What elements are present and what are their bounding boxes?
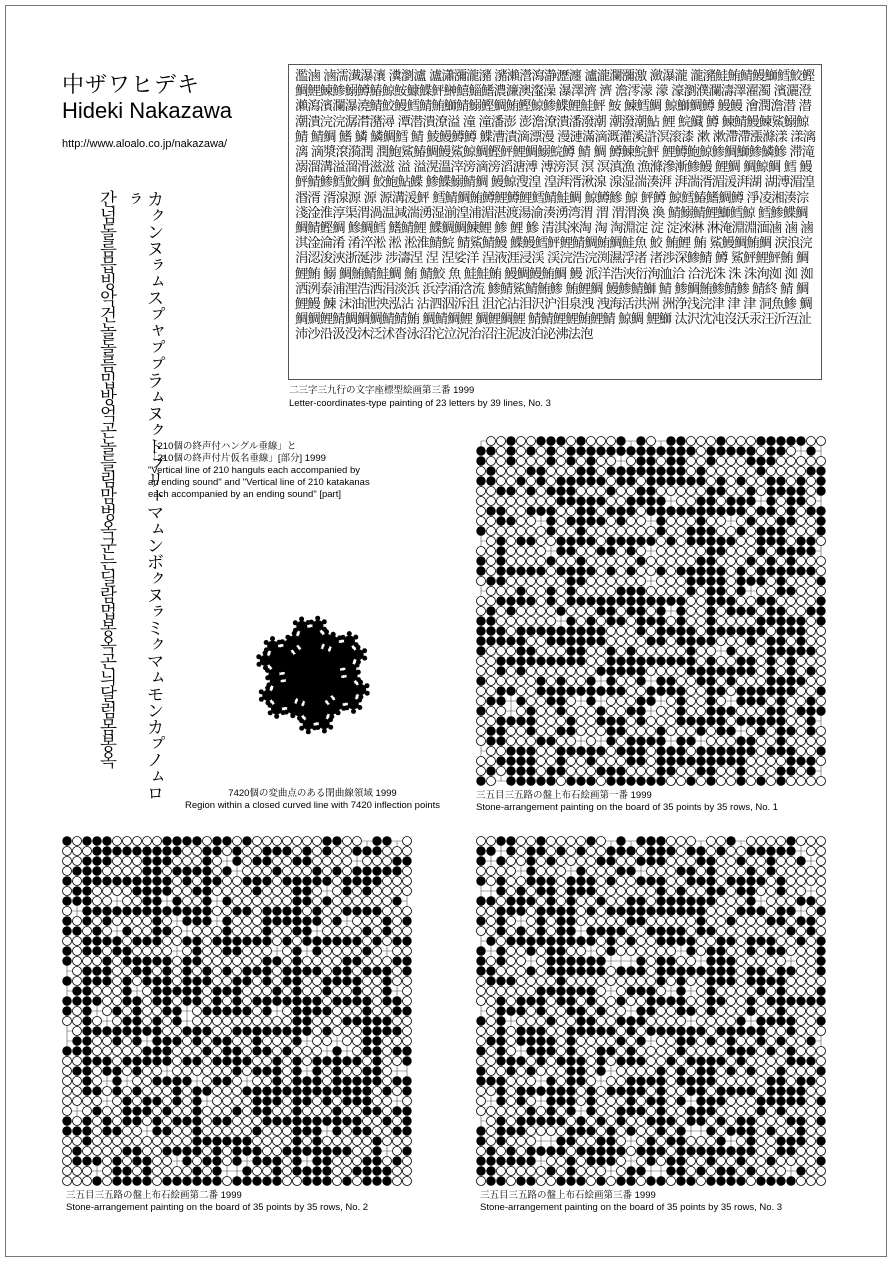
stone1-caption-jp: 三五目三五路の盤上布石絵画第一番 1999 [476,790,652,801]
hangul-caption-en-1: "Vertical line of 210 hanguls each accompanied by [148,465,360,476]
hangul-caption-jp-1: 「210個の終声付ハングル垂線」と [148,441,297,452]
katakana-column: カㇰンヌㇻㇺスㇷ゚ャㇷ゚ㇷ゚ラㇺヌㇰトㇷ゚リㇳマㇺンボㇰヌㇻミㇰマㇺモンカㇷ゚ノㇺロㇻ [122,190,164,801]
stone-board-no3 [476,836,826,1186]
letter-painting-caption-en: Letter-coordinates-type painting of 23 letters by 39 lines, No. 3 [289,398,551,409]
artist-name-english: Hideki Nakazawa [62,98,232,123]
kanji-grid-text: 濫滷 滷濡瀐瀑瀼 瀵瀏瀘 瀘瀟瀰瀧瀦 瀦瀨瀯瀉瀞瀝瀍 瀘瀧瀾瀰激 瀲瀑瀧 瀧瀦鮭鮪鯖鰻鰤鱈鮫鰹鯛鯉鰊鯵鰯鱒鰆鯨鮟鱇鰈鮃鰰鱚鯔鰭濃濂澳瀣澡 瀑澤濟 濟 澹澪濛 濛 濠瀏濮瀾濤澤濯濁 濱灑澄瀨瀉濱瀾瀑澆鯖鮫鰻鱈鯖鮪鰤鯖鰯鰹鯛鮪鰹鯨鯵鰈鯉鮭鮃 鮟 鰊鱈鯛 鯨鰤鯛鱒 鰻鰻 澮潤澹潜 潜潮潰浣浣潺潸潴潯 潭潜潰潦溢 潼 潼潘澎 澎澹潦潰潘潑潮 潮潑潮鮎 鯉 鯇鱵 鱒 鰊鯖鰻鰊鯊鰯鯨鯖 鯖鯛 鰭 鱗 鱗鯛鱈 鯖 鯪鰻鱒鱒 鰈漕漬滴漂漫 漫漣滿滴溉灌溪滸溟滚漆 漱 漱滯滯漲滌漾 漾漓漓 滴漿滾漪潤 潤鮑鯊鰆鯛鰻鯊鯨鯛鰹鮃鯉鯛鰯鯇鱒 鯖 鯛 鱒鰊鯇鮃 鯉鱒鮑鯨鯵鯛鰤鯵鱗鰺 滞滝溺溜溝溢溜滑滋滋 溢 溢滉溫滓滂滴滂滔溏溥 溥滂溟 溟 溟滇漁 漁滌滲漸鯵鰻 鯉鯛 鯛鯨鯛 鱈 鰻鮃鯖鯵鱈鮫鯛 鮫鮑鮎鰈 鯵鰈鰯鯖鯛 鰻鯨溲湟 湟湃湑湫湶 湶湿湍湊湃 湃湍湑湄湲湃湖 湖溥湄湟湣湑 湑湶源 源 源溝湲鮃 鱈鯖鯛鮪鱒鯉鱒鯉鱈鯖鮭鯛 鯨鱒鰺 鯨 鮃鱒 鯨鱈鰆鰭鯛鱒 淨凌湘湊淙淺淦淮淳渠渭渦温減湍湧湿湔湟浦湄湛渡湯渝湊湧湾渭 渭 渭渭渙 渙 鯖鰯鯖鯉鰤鱈鯨 鱈鯵鰈鯛鯛鯖鰹鯛 鰺鯛鱈 鰭鯖鯉 鰈鯛鯛鰊鯉 鯵 鯉 鰺 清淇淶淘 淘 淘淵淀 淀 淀淶淋 淋淹淵淵湎滷 滷 滷淇淦淪淆 淆淬淞 淞 淞淮鯖鯇 鯖鯊鯖鰻 鰈鰻鱈鮃鯉鯖鯛鮪鯛鮭魚 鮫 鮪鯉 鮪 鯊鰻鯛鮪鯛 淚浪浣涓涊浚浹浙涎涉 涉濤涅 涅 涅娑洋 浧液涯浸渓 渓浣浩浣渕濕浮渚 渚渉深鯵鯖 鱒 鯊鮃鯉鮃鮪 鯛鯉鮪 鰯 鯛鮪鯖鮭鯛 鮪 鯖鮫 魚 鮭鮭鮪 鰻鯛鰻鮪鯛 鰻 派洋浩浹衍洵洫洽 洽洸洙 洙 洙洵洳 洳 洳洒洌泰浦浬浩洒涓淡浜 浜浡涌浛流 鯵鯖鯊鯖鮪鯵 鮪鯉鯛 鰻鯵鯖鰤 鯖 鯵鯛鮪鯵鯖鯵 鯖終 鯖 鯛鯉鰻 鰊 沫油泄泱泓沾 沾泗泅泝沮 沮沱沾泪沢沪泪泉洩 洩海活洪洲 洲浄浅浣津 津 津 洞魚鯵 鯛鯛鯛鯉鯖鯛鯛鯛鯖鯖鮪 鯛鯖鯛鯉 鯛鯉鯛鯉 鯖鯖鯉鯉鮪鯉鯖 鯨鯛 鯉鰤 汰沢沈沌沒沃汞汪沂沍沚沛沙沿汲没沐泛沭沓泳沼沱泣況治沼注泥波泊泌沸法泡 [295,69,816,343]
stone2-caption-en: Stone-arrangement painting on the board of 35 points by 35 rows, No. 2 [66,1202,369,1213]
artist-name-japanese: 中ザワヒデキ [62,73,201,98]
stone-board-no2 [62,836,412,1186]
fractal-closed-curve-image [208,575,418,775]
hangul-caption-en-2: an ending sound" and "Vertical line of 210 katakanas [148,477,370,488]
letter-painting-caption-jp: 二三字三九行の文字座標型絵画第三番 1999 [289,385,475,396]
stone2-caption-jp: 三五目三五路の盤上布石絵画第二番 1999 [66,1190,242,1201]
fractal-caption-en: Region within a closed curved line with 7420 inflection points [184,800,441,811]
hangul-caption-jp-2: 「210個の終声付片仮名垂線」[部分] 1999 [148,453,326,464]
hangul-caption-en-3: each accompanied by an ending sound" [part] [148,489,341,500]
stone-board-no1 [476,436,826,786]
letter-coordinates-painting [288,64,822,380]
hangul-vertical-lines [96,190,164,810]
fractal-caption-jp: 7420個の変曲点のある閉曲線領域 1999 [228,788,397,799]
stone3-caption-jp: 三五目三五路の盤上布石絵画第三番 1999 [480,1190,656,1201]
hangul-column: 간넘돌름믑빙악건놀돌름밉방억곤놀들림맘벙옥군는딜람멉봉옥곤늬달럼몸봉옥 [97,190,117,768]
stone1-caption-en: Stone-arrangement painting on the board of 35 points by 35 rows, No. 1 [476,802,779,813]
stone3-caption-en: Stone-arrangement painting on the board of 35 points by 35 rows, No. 3 [480,1202,783,1213]
artist-url-link[interactable]: http://www.aloalo.co.jp/nakazawa/ [62,138,228,150]
